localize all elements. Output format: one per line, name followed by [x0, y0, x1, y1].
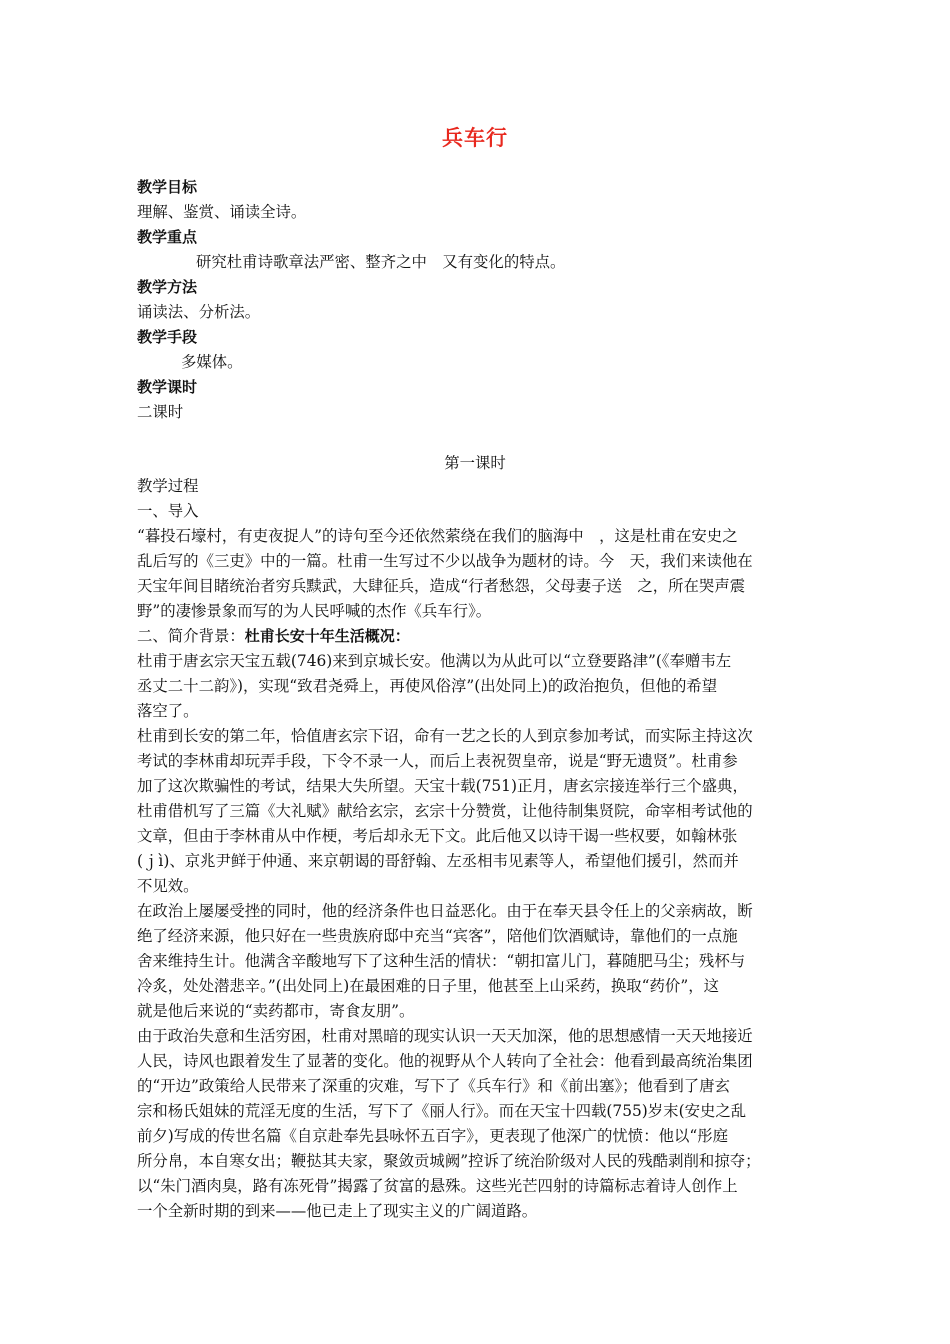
para1-line: 杜甫于唐玄宗天宝五载(746)来到京城长安。他满以为从此可以“立登要路津”(《奉赠韦左: [137, 652, 732, 670]
focus-text: 研究杜甫诗歌章法严密、整齐之中 又有变化的特点。: [196, 253, 566, 271]
para4-line: 宗和杨氏姐妹的荒淫无度的生活，写下了《丽人行》。而在天宝十四载(755)岁末(安史之乱: [137, 1102, 747, 1120]
method-text: 诵读法、分析法。: [137, 303, 261, 321]
para3-line: 就是他后来说的“卖药都市，寄食友朋”。: [137, 1002, 415, 1020]
background-bold: 杜甫长安十年生活概况：: [244, 627, 410, 645]
background-heading: [137, 626, 817, 646]
means-text: 多媒体。: [181, 353, 243, 371]
para4-line: 所分帛，本自寒女出；鞭挞其夫家，聚敛贡城阙”控诉了统治阶级对人民的残酷剥削和掠夺；: [137, 1152, 761, 1170]
para2-line: 考试的李林甫却玩弄手段，下令不录一人，而后上表祝贺皇帝，说是“野无遗贤”。杜甫参: [137, 752, 738, 770]
hours-heading: 教学课时: [137, 378, 198, 396]
para2-line: 加了这次欺骗性的考试，结果大失所望。天宝十载(751)正月，唐玄宗接连举行三个盛典，: [137, 777, 748, 795]
para2-line: 杜甫借机写了三篇《大礼赋》献给玄宗，玄宗十分赞赏，让他待制集贤院，命宰相考试他的: [137, 802, 753, 820]
lesson-title: 第一课时: [444, 454, 506, 472]
para4-line: 的“开边”政策给人民带来了深重的灾难，写下了《兵车行》和《前出塞》；他看到了唐玄: [137, 1077, 730, 1095]
para2-line: 杜甫到长安的第二年，恰值唐玄宗下诏，命有一艺之长的人到京参加考试，而实际主持这次: [137, 727, 753, 745]
para2-line: 文章，但由于李林甫从中作梗，考后却永无下文。此后他又以诗干谒一些权要，如翰林张: [137, 827, 738, 845]
goal-text: 理解、鉴赏、诵读全诗。: [137, 203, 307, 221]
intro-line: 天宝年间目睹统治者穷兵黩武，大肆征兵，造成“行者愁怨，父母妻子送 之，所在哭声震: [137, 577, 746, 595]
para4-line: 以“朱门酒肉臭，路有冻死骨”揭露了贫富的悬殊。这些光芒四射的诗篇标志着诗人创作上: [137, 1177, 738, 1195]
process-heading: 教学过程: [137, 477, 199, 495]
intro-heading: 一、导入: [137, 502, 199, 520]
goal-heading: 教学目标: [137, 178, 198, 196]
para3-line: 舍来维持生计。他满含辛酸地写下了这种生活的情状：“朝扣富儿门，暮随肥马尘；残杯与: [137, 952, 746, 970]
hours-text: 二课时: [137, 403, 184, 421]
para4-line: 前夕)写成的传世名篇《自京赴奉先县咏怀五百字》，更表现了他深广的忧愤：他以“彤庭: [137, 1127, 729, 1145]
para2-line: (ｊì)、京兆尹鲜于仲通、来京朝谒的哥舒翰、左丞相韦见素等人，希望他们援引，然而并: [137, 852, 739, 870]
para1-line: 丞丈二十二韵》)，实现“致君尧舜上，再使风俗淳”(出处同上)的政治抱负，但他的希望: [137, 677, 718, 695]
method-heading: 教学方法: [137, 278, 198, 296]
para1-line: 落空了。: [137, 702, 199, 720]
intro-line: “暮投石壕村，有吏夜捉人”的诗句至今还依然萦绕在我们的脑海中 ，这是杜甫在安史之: [137, 527, 738, 545]
intro-line: 乱后写的《三吏》中的一篇。杜甫一生写过不少以战争为题材的诗。今 天，我们来读他在: [137, 552, 753, 570]
para3-line: 冷炙，处处潜悲辛。”(出处同上)在最困难的日子里，他甚至上山采药，换取“药价”，这: [137, 977, 719, 995]
para3-line: 绝了经济来源，他只好在一些贵族府邸中充当“宾客”，陪他们饮酒赋诗，靠他们的一点施: [137, 927, 738, 945]
intro-line: 野”的凄惨景象而写的为人民呼喊的杰作《兵车行》。: [137, 602, 492, 620]
para4-line: 一个全新时期的到来——他已走上了现实主义的广阔道路。: [137, 1202, 538, 1220]
para4-line: 由于政治失意和生活穷困，杜甫对黑暗的现实认识一天天加深，他的思想感情一天天地接近: [137, 1027, 753, 1045]
para2-line: 不见效。: [137, 877, 199, 895]
focus-heading: 教学重点: [137, 228, 198, 246]
para4-line: 人民，诗风也跟着发生了显著的变化。他的视野从个人转向了全社会：他看到最高统治集团: [137, 1052, 753, 1070]
background-prefix: 二、简介背景：: [137, 627, 245, 645]
means-heading: 教学手段: [137, 328, 198, 346]
document-title: 兵车行: [442, 126, 508, 150]
para3-line: 在政治上屡屡受挫的同时，他的经济条件也日益恶化。由于在奉天县令任上的父亲病故，断: [137, 902, 753, 920]
